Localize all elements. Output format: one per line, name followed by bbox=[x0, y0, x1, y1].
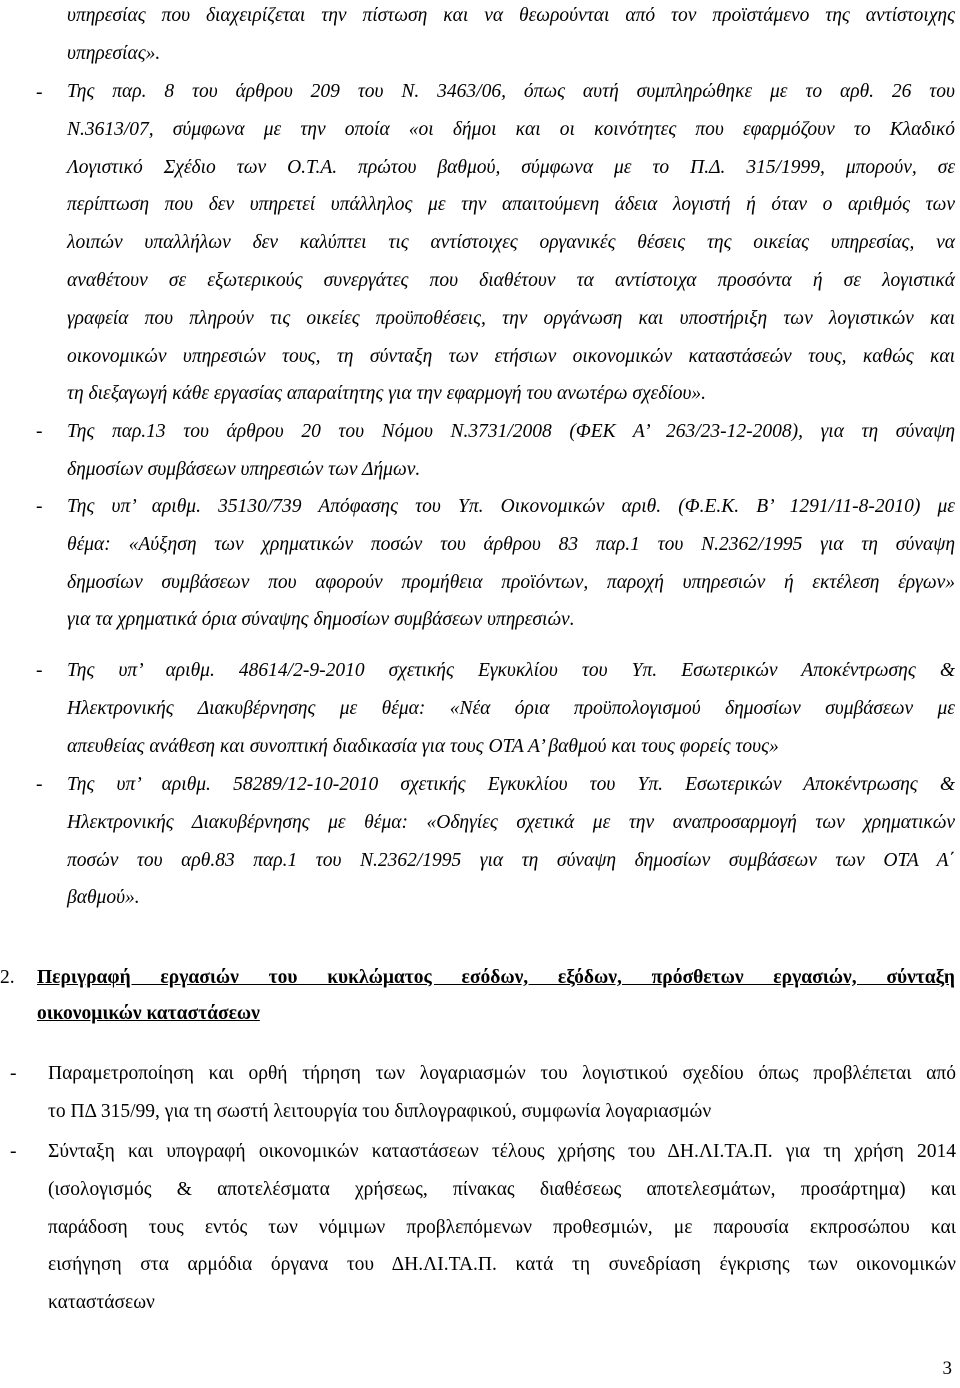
text-line: Σύνταξη και υπογραφή οικονομικών καταστάσεων τέλους χρήσης του ΔΗ.ΛΙ.ΤΑ.Π. για τη χρήση 2014 bbox=[48, 1141, 956, 1162]
section-title-line: Περιγραφή εργασιών του κυκλώματος εσόδων, εξόδων, πρόσθετων εργασιών, σύνταξη bbox=[37, 967, 955, 988]
legal-item bbox=[67, 488, 955, 639]
text-line: Της υπ’ αριθμ. 48614/2-9-2010 σχετικής Εγκυκλίου του Υπ. Εσωτερικών Αποκέντρωσης & bbox=[67, 660, 955, 681]
text-line: υπηρεσίας». bbox=[67, 42, 161, 64]
section-number: 2. bbox=[0, 967, 15, 988]
text-line: απευθείας ανάθεση και συνοπτική διαδικασία για τους ΟΤΑ Α’ βαθμού και τους φορείς τους» bbox=[67, 735, 779, 757]
text-line: θέμα: «Αύξηση των χρηματικών ποσών του άρθρου 83 παρ.1 του Ν.2362/1995 για τη σύναψη bbox=[67, 533, 955, 555]
intro-paragraph bbox=[67, 0, 955, 73]
text-line: λοιπών υπαλλήλων δεν καλύπτει τις αντίστοιχες οργανικές θέσεις της οικείας υπηρεσίας, να bbox=[67, 232, 955, 254]
legal-item bbox=[67, 652, 955, 765]
text-line: ποσών του αρθ.83 παρ.1 του Ν.2362/1995 για τη σύναψη δημοσίων συμβάσεων των ΟΤΑ Α΄ bbox=[67, 849, 955, 871]
section-heading bbox=[0, 960, 955, 1032]
text-line: εισήγηση στα αρμόδια όργανα του ΔΗ.ΛΙ.ΤΑ.Π. κατά τη συνεδρίαση έγκρισης των οικονομικών bbox=[48, 1254, 956, 1276]
page-number: 3 bbox=[942, 1358, 952, 1379]
text-line: το ΠΔ 315/99, για τη σωστή λειτουργία του διπλογραφικού, συμφωνία λογαριασμών bbox=[48, 1100, 712, 1122]
legal-item bbox=[67, 413, 955, 489]
list-bullet: - bbox=[36, 660, 43, 681]
text-line: βαθμού». bbox=[67, 887, 140, 909]
text-line: Της παρ.13 του άρθρου 20 του Νόμου Ν.3731/2008 (ΦΕΚ Α’ 263/23-12-2008), για τη σύναψη bbox=[67, 421, 955, 442]
text-line: παράδοση τους εντός των νόμιμων προβλεπόμενων προθεσμιών, με παρουσία εκπροσώπου και bbox=[48, 1216, 956, 1238]
text-line: καταστάσεων bbox=[48, 1292, 155, 1314]
text-line: Της υπ’ αριθμ. 35130/739 Απόφασης του Υπ. Οικονομικών αριθ. (Φ.Ε.Κ. Β’ 1291/11-8-2010) με bbox=[67, 496, 955, 517]
task-item bbox=[48, 1133, 956, 1322]
text-line: Ν.3613/07, σύμφωνα με την οποία «οι δήμοι και οι κοινότητες που εφαρμόζουν το Κλαδικό bbox=[67, 118, 955, 140]
list-bullet: - bbox=[36, 82, 43, 103]
task-item bbox=[48, 1055, 956, 1131]
text-line: αναθέτουν σε εξωτερικούς συνεργάτες που διαθέτουν τα αντίστοιχα προσόντα ή σε λογιστικά bbox=[67, 269, 955, 291]
text-line: τη διεξαγωγή κάθε εργασίας απαραίτητης για την εφαρμογή του ανωτέρω σχεδίου». bbox=[67, 383, 707, 405]
text-line: Της παρ. 8 του άρθρου 209 του Ν. 3463/06, όπως αυτή συμπληρώθηκε με το αρθ. 26 του bbox=[67, 81, 955, 102]
text-line: δημοσίων συμβάσεων που αφορούν προμήθεια προϊόντων, παροχή υπηρεσιών ή εκτέλεση έργων» bbox=[67, 571, 955, 593]
text-line: οικονομικών υπηρεσιών τους, τη σύνταξη των ετήσιων οικονομικών καταστάσεών τους, καθώς και bbox=[67, 345, 955, 367]
text-line: υπηρεσίας που διαχειρίζεται την πίστωση και να θεωρούνται από τον προϊστάμενο της αντίστοιχης bbox=[67, 5, 955, 26]
text-line: (ισολογισμός & αποτελέσματα χρήσεως, πίνακας διαθέσεως αποτελεσμάτων, προσάρτημα) και bbox=[48, 1178, 956, 1200]
text-line: Ηλεκτρονικής Διακυβέρνησης με θέμα: «Οδηγίες σχετικά με την αναπροσαρμογή των χρηματικών bbox=[67, 811, 955, 833]
legal-item bbox=[67, 73, 955, 413]
list-bullet: - bbox=[36, 496, 43, 517]
text-line: Παραμετροποίηση και ορθή τήρηση των λογαριασμών του λογιστικού σχεδίου όπως προβλέπεται από bbox=[48, 1063, 956, 1084]
text-line: Της υπ’ αριθμ. 58289/12-10-2010 σχετικής Εγκυκλίου του Υπ. Εσωτερικών Αποκέντρωσης & bbox=[67, 774, 955, 795]
section-title-line: οικονομικών καταστάσεων bbox=[37, 1003, 260, 1024]
list-bullet: - bbox=[36, 421, 43, 442]
text-line: Λογιστικό Σχέδιο των Ο.Τ.Α. πρώτου βαθμού, σύμφωνα με το Π.Δ. 315/1999, μπορούν, σε bbox=[67, 156, 955, 178]
text-line: Ηλεκτρονικής Διακυβέρνησης με θέμα: «Νέα όρια προϋπολογισμού δημοσίων συμβάσεων με bbox=[67, 697, 955, 719]
text-line: για τα χρηματικά όρια σύναψης δημοσίων συμβάσεων υπηρεσιών. bbox=[67, 609, 575, 631]
text-line: περίπτωση που δεν υπηρετεί υπάλληλος με την απαιτούμενη άδεια λογιστή ή όταν ο αριθμός των bbox=[67, 194, 955, 216]
legal-item bbox=[67, 766, 955, 917]
list-bullet: - bbox=[36, 774, 43, 795]
text-line: γραφεία που πληρούν τις οικείες προϋποθέσεις, την οργάνωση και υποστήριξη των λογιστικών και bbox=[67, 307, 955, 329]
list-bullet: - bbox=[10, 1141, 17, 1162]
text-line: δημοσίων συμβάσεων υπηρεσιών των Δήμων. bbox=[67, 458, 421, 480]
list-bullet: - bbox=[10, 1063, 17, 1084]
